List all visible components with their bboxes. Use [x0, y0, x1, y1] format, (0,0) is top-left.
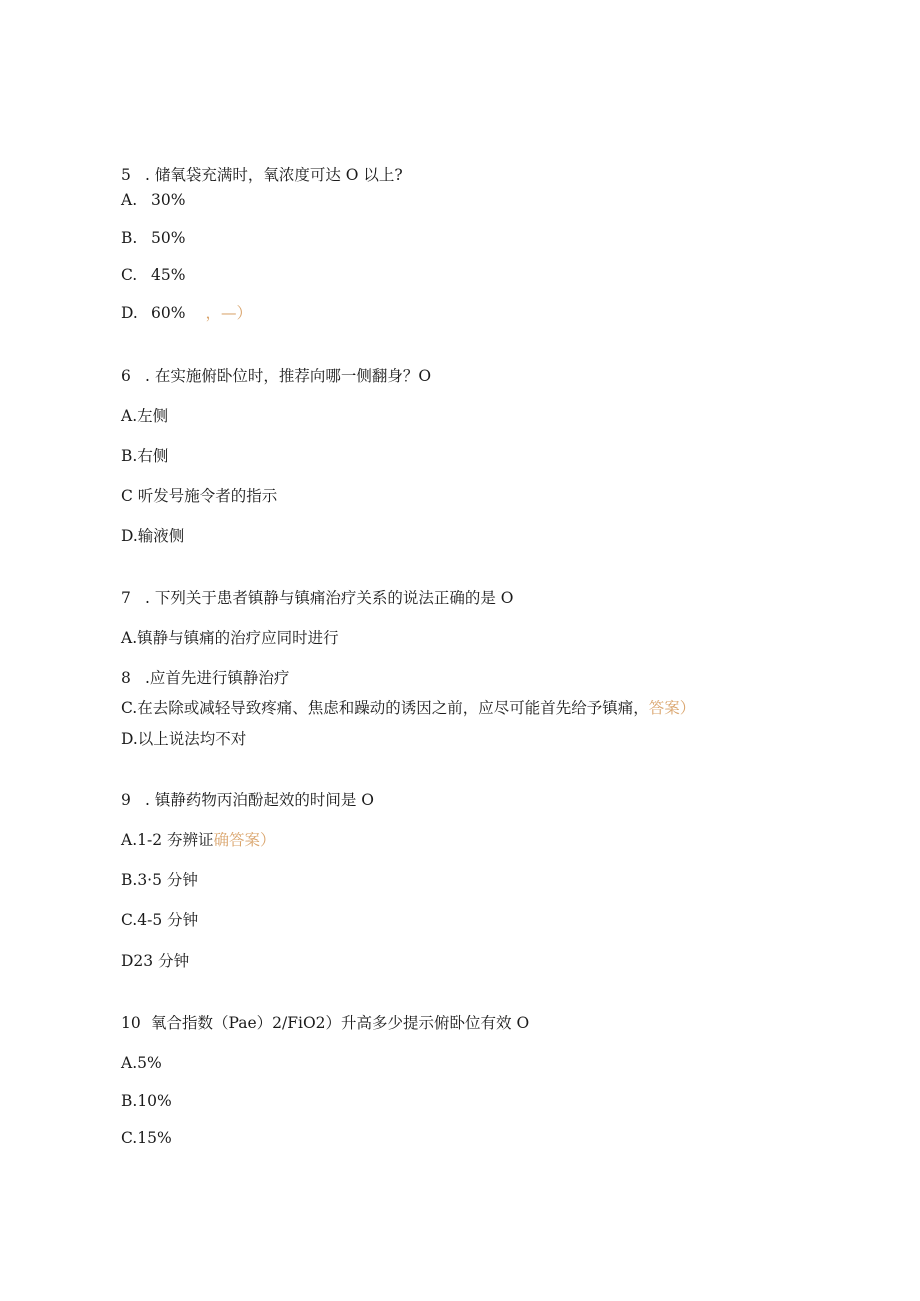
question-6-stem — [121, 366, 431, 386]
option-number: 8 — [121, 669, 131, 687]
question-7-stem — [121, 588, 514, 608]
option-text: 60% — [151, 304, 186, 322]
question-number: 5 — [121, 166, 131, 184]
question-5-stem — [121, 165, 403, 185]
option-text: 30% — [151, 191, 186, 209]
option-c: C 听发号施令者的指示 — [121, 487, 278, 505]
option-b — [121, 668, 289, 688]
option-text: .应首先进行镇静治疗 — [145, 669, 290, 687]
question-text: . 下列关于患者镇静与镇痛治疗关系的说法正确的是 O — [145, 589, 514, 607]
question-9-stem — [121, 790, 374, 810]
option-d — [121, 303, 252, 323]
option-letter: C. — [121, 266, 138, 284]
option-a — [121, 190, 185, 210]
option-c: C.15% — [121, 1129, 172, 1147]
question-number: 10 — [121, 1014, 141, 1032]
option-text: A.1-2 夯辨证 — [121, 831, 214, 849]
question-text: . 镇静药物丙泊酚起效的时间是 O — [145, 791, 374, 809]
question-number: 6 — [121, 367, 131, 385]
option-text: 50% — [151, 229, 186, 247]
option-b: B.10% — [121, 1092, 172, 1110]
option-a: A.左侧 — [121, 407, 169, 425]
question-number: 9 — [121, 791, 131, 809]
question-text: . 在实施俯卧位时，推荐向哪一侧翻身？O — [145, 367, 432, 385]
option-c — [121, 265, 185, 285]
option-b — [121, 228, 185, 248]
option-letter: B. — [121, 229, 138, 247]
option-a — [121, 830, 276, 850]
option-text: C.在去除或减轻导致疼痛、焦虑和躁动的诱因之前，应尽可能首先给予镇痛， — [121, 699, 649, 717]
option-letter: A. — [121, 191, 138, 209]
answer-mark: 确答案） — [213, 831, 276, 849]
option-b: B.3·5 分钟 — [121, 871, 198, 889]
option-c: C.4-5 分钟 — [121, 911, 199, 929]
option-a: A.镇静与镇痛的治疗应同时进行 — [121, 629, 339, 647]
option-b: B.右侧 — [121, 447, 169, 465]
option-text: 45% — [151, 266, 186, 284]
option-a: A.5% — [121, 1054, 162, 1072]
question-text: . 储氧袋充满时，氧浓度可达 O 以上? — [145, 166, 403, 184]
option-c — [121, 698, 695, 718]
option-d: D.输液侧 — [121, 527, 185, 545]
option-d: D23 分钟 — [121, 952, 190, 970]
answer-mark: ，—） — [205, 304, 252, 322]
answer-mark: 答案） — [648, 699, 696, 717]
option-letter: D. — [121, 304, 138, 322]
question-number: 7 — [121, 589, 131, 607]
question-text: 氧合指数（Pae）2/FiO2）升高多少提示俯卧位有效 O — [151, 1014, 530, 1032]
option-d: D.以上说法均不对 — [121, 730, 247, 748]
question-10-stem — [121, 1013, 529, 1033]
